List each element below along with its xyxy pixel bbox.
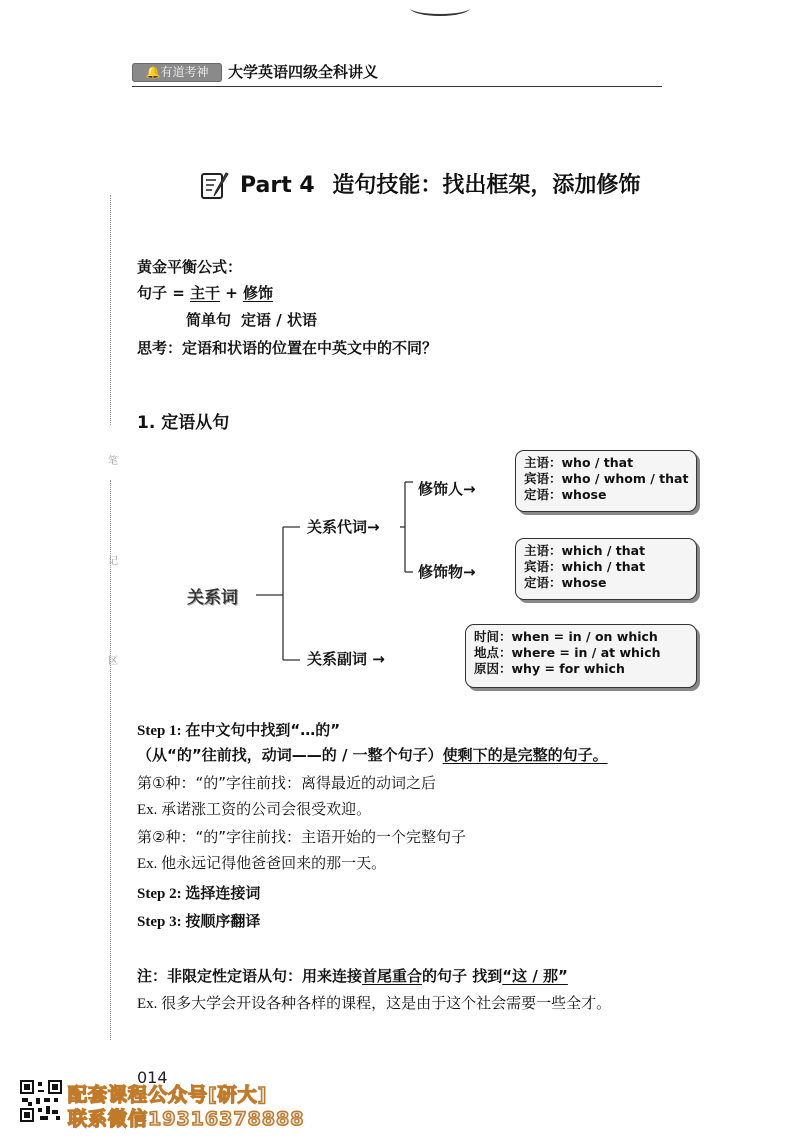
section-title: 1. 定语从句 bbox=[137, 413, 230, 433]
step1-note bbox=[137, 744, 608, 766]
header-title: 大学英语四级全科讲义 bbox=[228, 63, 379, 81]
formula-plus: + bbox=[220, 284, 244, 302]
part-label: Part 4 bbox=[240, 173, 315, 198]
formula-heading: 黄金平衡公式： bbox=[137, 258, 243, 276]
diagram-thing-branch: 修饰物→ bbox=[418, 563, 476, 581]
step3-text: 按顺序翻译 bbox=[185, 912, 261, 930]
qr-code-icon bbox=[20, 1080, 62, 1122]
margin-note: 记 bbox=[108, 556, 118, 567]
step3-line bbox=[137, 910, 260, 933]
note-line bbox=[137, 965, 568, 987]
box-line: 宾语：who / whom / that bbox=[524, 471, 689, 486]
step2-label: Step 2: bbox=[137, 886, 186, 902]
formula-think: 思考：定语和状语的位置在中英文中的不同？ bbox=[137, 339, 438, 357]
header-badge-text: 有道考神 bbox=[160, 65, 209, 79]
diagram-root: 关系词 bbox=[187, 588, 238, 608]
step2-line bbox=[137, 882, 260, 905]
box-line: 定语：whose bbox=[524, 487, 607, 502]
diagram-thing-box bbox=[515, 538, 697, 600]
diagram-person-box bbox=[515, 450, 697, 512]
box-line: 主语：which / that bbox=[524, 543, 646, 558]
diagram-person-branch: 修饰人→ bbox=[418, 480, 476, 498]
box-line: 原因：why = for which bbox=[474, 661, 625, 676]
watermark-line1: 配套课程公众号[研大] bbox=[68, 1084, 268, 1106]
step1-label: Step 1: bbox=[137, 723, 186, 739]
example2: Ex. 他永远记得他爸爸回来的那一天。 bbox=[137, 856, 387, 872]
type2-text: 第②种：“的”字往前找：主语开始的一个完整句子 bbox=[137, 828, 466, 846]
step3-label: Step 3: bbox=[137, 914, 186, 930]
box-line: 主语：who / that bbox=[524, 455, 634, 470]
margin-note: 区 bbox=[108, 656, 118, 667]
page-number: 014 bbox=[137, 1068, 168, 1087]
margin-note: 笔 bbox=[108, 456, 118, 467]
watermark-line2: 联系微信19316378888 bbox=[68, 1108, 305, 1130]
note-middle: 的句子 找到 bbox=[422, 967, 503, 985]
note-head-tail: 首尾重合 bbox=[362, 967, 423, 985]
step1-line bbox=[137, 719, 340, 742]
part-heading: 造句技能：找出框架，添加修饰 bbox=[332, 173, 641, 198]
note-quote: “这 / 那” bbox=[502, 967, 568, 985]
formula-main: 主干 bbox=[190, 284, 221, 302]
example1: Ex. 承诺涨工资的公司会很受欢迎。 bbox=[137, 802, 372, 818]
note-example: Ex. 很多大学会开设各种各样的课程，这是由于这个社会需要一些全才。 bbox=[137, 996, 612, 1012]
box-line: 时间：when = in / on which bbox=[474, 629, 658, 644]
type1-text: 第①种：“的”字往前找：离得最近的动词之后 bbox=[137, 774, 436, 792]
formula-prefix: 句子 = bbox=[137, 284, 191, 302]
box-line: 地点：where = in / at which bbox=[474, 645, 661, 660]
formula-sub-modifier: 定语 / 状语 bbox=[241, 311, 317, 329]
step2-text: 选择连接词 bbox=[185, 884, 261, 902]
formula-sub-main: 简单句 bbox=[186, 311, 232, 329]
formula-modifier: 修饰 bbox=[243, 284, 274, 302]
box-line: 宾语：which / that bbox=[524, 559, 646, 574]
diagram-adverb-box bbox=[465, 624, 697, 688]
step1-note-underlined: 使剩下的是完整的句子。 bbox=[442, 746, 608, 764]
step1-text: 在中文句中找到“…的” bbox=[185, 721, 341, 739]
step1-note-plain: （从“的”往前找，动词——的 / 一整个句子） bbox=[137, 746, 443, 764]
diagram-pronoun-branch: 关系代词→ bbox=[307, 518, 380, 536]
bell-logo-icon: 🔔 bbox=[145, 65, 161, 79]
box-line: 定语：whose bbox=[524, 575, 607, 590]
note-prefix: 注：非限定性定语从句：用来连接 bbox=[137, 967, 363, 985]
diagram-adverb-branch: 关系副词 → bbox=[307, 650, 385, 668]
